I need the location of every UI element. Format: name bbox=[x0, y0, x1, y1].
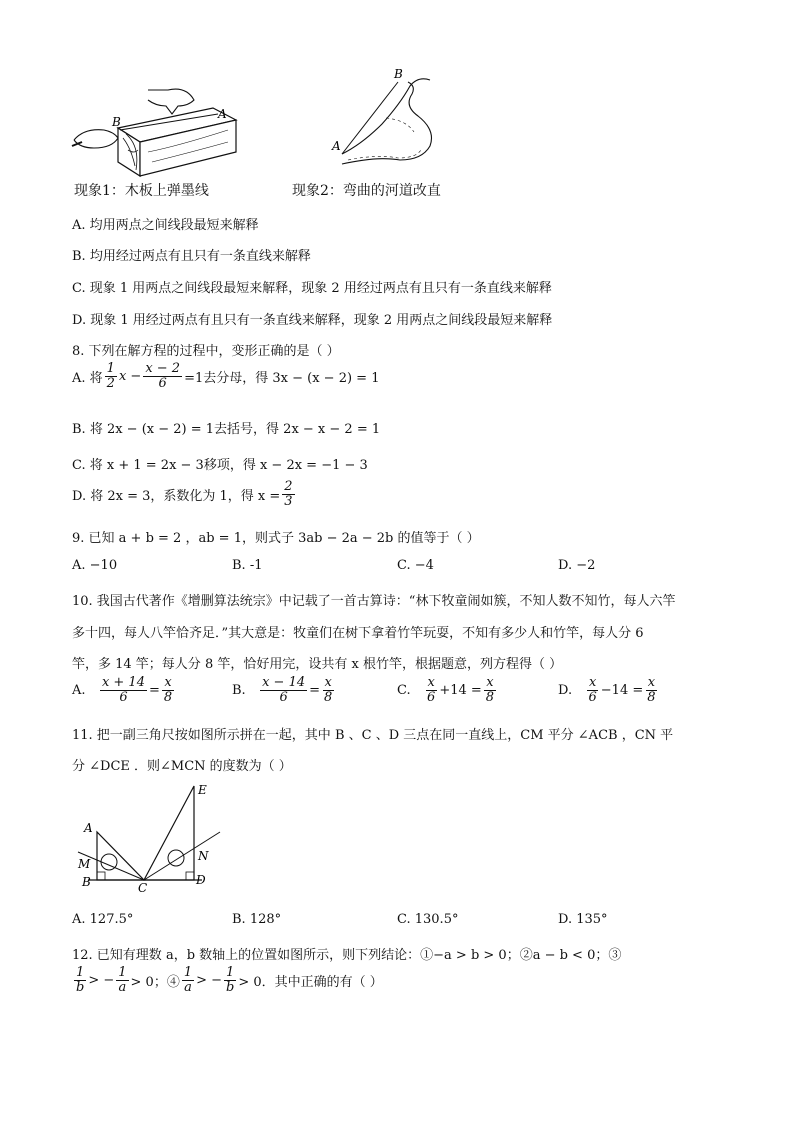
frac-den: b bbox=[76, 979, 85, 995]
q8-a-prefix: A. 将 bbox=[72, 370, 103, 386]
q11-option-d: D. 135° bbox=[558, 912, 608, 927]
q8-stem: 8. 下列在解方程的过程中，变形正确的是（ ） bbox=[72, 344, 340, 359]
frac-den: a bbox=[118, 979, 127, 995]
operator: −14 = bbox=[600, 682, 644, 698]
figure-river bbox=[328, 68, 440, 168]
q10-option-a bbox=[72, 676, 176, 704]
frac-num: x − 14 bbox=[262, 675, 306, 690]
frac-right bbox=[162, 676, 174, 704]
frac-num: 1 bbox=[226, 965, 235, 980]
frac-left bbox=[100, 676, 147, 704]
fig2-label-a: A bbox=[332, 139, 341, 153]
frac-den: a bbox=[184, 979, 192, 995]
q11-option-c: C. 130.5° bbox=[397, 912, 459, 927]
frac-num: x bbox=[647, 675, 656, 690]
fig1-label-a: A bbox=[218, 107, 227, 121]
q8-d-frac bbox=[282, 480, 294, 508]
q10-option-b bbox=[232, 676, 336, 704]
q8-a-frac-x2 bbox=[143, 362, 182, 390]
q8-option-a: A. 将 $\frac{1}{2}$ x − $\frac{x - 2}{6}$ =1去分母，得 3x − (x − 2) = 1 bbox=[72, 361, 380, 391]
q11-option-a: A. 127.5° bbox=[72, 912, 134, 927]
frac-num: x bbox=[588, 675, 597, 690]
q7-option-c: C. 现象 1 用两点之间线段最短来解释，现象 2 用经过两点有且只有一条直线来解释 bbox=[72, 281, 552, 296]
frac-den: 8 bbox=[485, 689, 495, 705]
frac-num: x bbox=[164, 675, 172, 690]
tri-label-c: C bbox=[138, 881, 148, 894]
relation: > − bbox=[196, 972, 223, 988]
q8-option-c: C. 将 x + 1 = 2x − 3移项，得 x − 2x = −1 − 3 bbox=[72, 458, 368, 473]
q11-option-b: B. 128° bbox=[232, 912, 282, 927]
frac-num: x + 14 bbox=[101, 675, 145, 690]
fig2-caption: 现象2：弯曲的河道改直 bbox=[292, 183, 441, 199]
fig2-label-b: B bbox=[394, 68, 403, 81]
frac-den: b bbox=[226, 979, 235, 995]
frac-left bbox=[425, 676, 437, 704]
relation-tail: > 0．其中正确的有（ ） bbox=[238, 974, 383, 990]
frac-den: 2 bbox=[106, 375, 115, 391]
frac-1-over-a bbox=[116, 966, 128, 994]
frac-num: x − 2 bbox=[145, 361, 181, 376]
q8-a-frac-half bbox=[105, 362, 117, 390]
q7-option-a: A. 均用两点之间线段最短来解释 bbox=[72, 218, 259, 233]
q9-option-c: C. −4 bbox=[397, 558, 434, 573]
tri-label-a: A bbox=[84, 821, 93, 835]
fig1-label-b: B bbox=[112, 115, 121, 129]
option-label: A. bbox=[72, 682, 86, 698]
operator: +14 = bbox=[439, 682, 482, 698]
q12-line1: 12. 已知有理数 a，b 数轴上的位置如图所示，则下列结论：①−a > b > 0；②a − b < 0；③ bbox=[72, 948, 622, 963]
frac-right bbox=[322, 676, 334, 704]
frac-num: x bbox=[427, 675, 435, 690]
frac-right bbox=[645, 676, 657, 704]
figure-triangle-rulers bbox=[72, 782, 224, 894]
tri-label-b: B bbox=[82, 875, 91, 889]
frac-num: x bbox=[486, 675, 494, 690]
q10-option-c bbox=[397, 676, 498, 704]
q9-option-b: B. -1 bbox=[232, 558, 263, 573]
frac-num: 1 bbox=[118, 965, 127, 980]
frac-den: 6 bbox=[279, 689, 288, 705]
q8-a-mid: =1去分母，得 3x − (x − 2) = 1 bbox=[184, 370, 380, 386]
tri-label-d: D bbox=[196, 873, 206, 887]
q8-option-d bbox=[72, 480, 297, 508]
frac-den: 6 bbox=[119, 689, 128, 705]
frac-num: 1 bbox=[106, 361, 115, 376]
operator: = bbox=[148, 682, 160, 698]
frac-den: 3 bbox=[284, 493, 293, 509]
frac-num: x bbox=[324, 675, 332, 690]
tri-label-n: N bbox=[198, 849, 209, 863]
q10-line3: 竿，多 14 竿；每人分 8 竿，恰好用完，设共有 x 根竹竿，根据题意，列方程得（ ） bbox=[72, 657, 563, 672]
relation: > − bbox=[88, 972, 115, 988]
frac-1-over-a bbox=[182, 966, 194, 994]
q12-line2 bbox=[72, 966, 383, 994]
option-label: B. bbox=[232, 682, 246, 698]
q9-stem: 9. 已知 a + b = 2 ，ab = 1，则式子 3ab − 2a − 2b 的值等于（ ） bbox=[72, 531, 480, 546]
q8-option-b: B. 将 2x − (x − 2) = 1去括号，得 2x − x − 2 = 1 bbox=[72, 422, 381, 437]
relation: > 0；④ bbox=[130, 974, 180, 990]
q11-line2: 分 ∠DCE ．则∠MCN 的度数为（ ） bbox=[72, 759, 292, 774]
frac-den: 8 bbox=[647, 689, 656, 705]
tri-label-m: M bbox=[78, 857, 91, 871]
q10-line1: 10. 我国古代著作《增删算法统宗》中记载了一首古算诗：“林下牧童闹如簇，不知人数不知竹，每人六竿 bbox=[72, 594, 676, 609]
q9-option-d: D. −2 bbox=[558, 558, 596, 573]
tri-label-e: E bbox=[198, 783, 207, 797]
q7-option-b: B. 均用经过两点有且只有一条直线来解释 bbox=[72, 249, 311, 264]
frac-den: 6 bbox=[588, 689, 597, 705]
frac-den: 6 bbox=[158, 375, 167, 391]
frac-num: 2 bbox=[284, 479, 293, 494]
q7-option-d: D. 现象 1 用经过两点有且只有一条直线来解释，现象 2 用两点之间线段最短来解释 bbox=[72, 313, 553, 328]
option-label: D. bbox=[558, 682, 573, 698]
q10-option-d bbox=[558, 676, 660, 704]
frac-den: 6 bbox=[427, 689, 436, 705]
frac-left bbox=[587, 676, 599, 704]
option-label: C. bbox=[397, 682, 411, 698]
frac-right bbox=[484, 676, 496, 704]
q8-d-prefix: D. 将 2x = 3，系数化为 1，得 x = bbox=[72, 488, 281, 504]
operator: = bbox=[309, 682, 321, 698]
q9-option-a: A. −10 bbox=[72, 558, 118, 573]
fig1-caption: 现象1：木板上弹墨线 bbox=[74, 183, 209, 199]
q10-line2: 多十四，每人八竿恰齐足．”其大意是：牧童们在树下拿着竹竿玩耍，不知有多少人和竹竿，每人分 6 bbox=[72, 626, 644, 641]
frac-den: 8 bbox=[324, 689, 333, 705]
frac-den: 8 bbox=[163, 689, 173, 705]
frac-1-over-b bbox=[74, 966, 86, 994]
figure-wood-board bbox=[68, 80, 240, 178]
frac-left bbox=[260, 676, 307, 704]
frac-num: 1 bbox=[76, 965, 85, 980]
frac-num: 1 bbox=[183, 965, 193, 980]
q11-line1: 11. 把一副三角尺按如图所示拼在一起，其中 B 、C 、D 三点在同一直线上，CM 平分 ∠ACB ，CN 平 bbox=[72, 728, 674, 743]
frac-1-over-b bbox=[224, 966, 236, 994]
